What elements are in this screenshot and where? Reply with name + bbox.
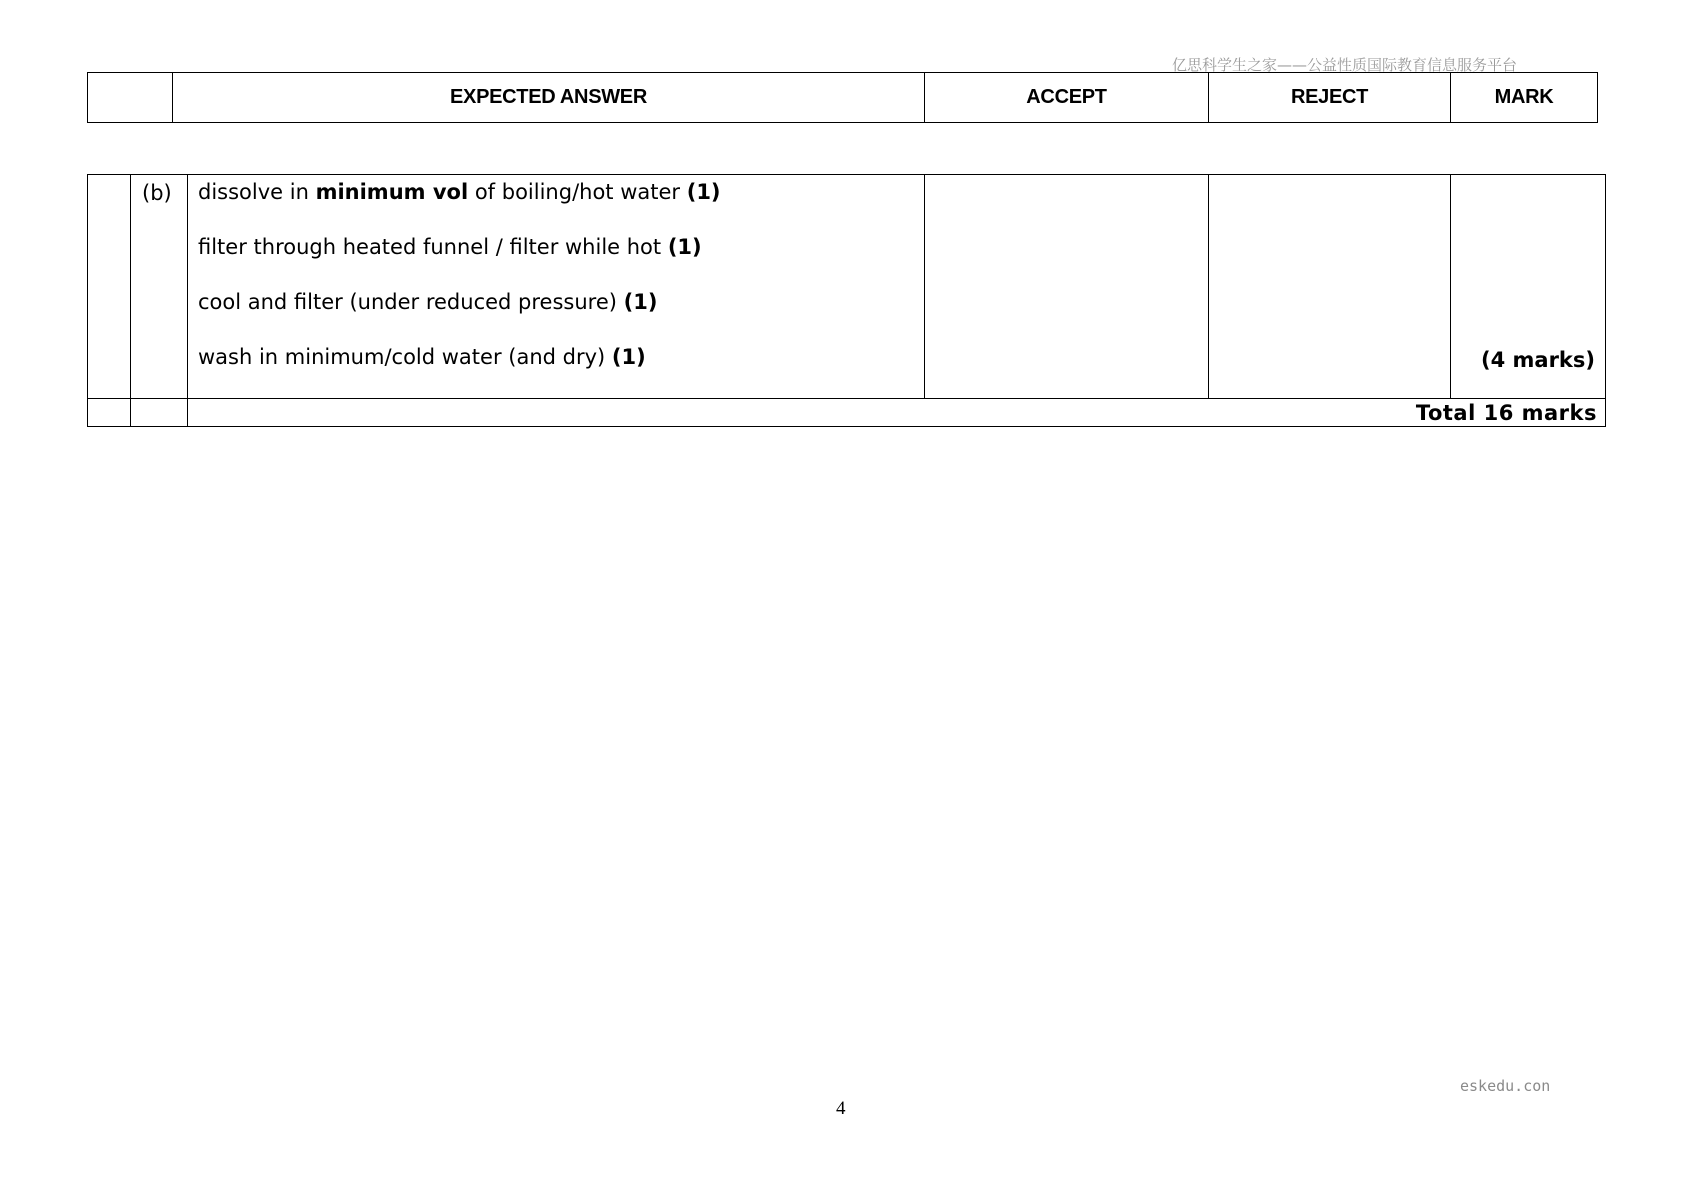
watermark-top: 亿思科学生之家——公益性质国际教育信息服务平台 [1172,56,1518,74]
answer-mark: (1) [667,235,702,259]
reject-cell [1209,175,1451,399]
answer-mark: (1) [623,290,658,314]
question-number-cell [88,175,131,399]
total-row [88,399,1606,427]
answer-table [87,174,1606,427]
header-blank-cell [88,73,173,123]
watermark-bottom: eskedu.con [1460,1077,1551,1095]
accept-cell [925,175,1209,399]
answer-line [198,288,914,343]
question-row [88,175,1606,399]
header-table [87,72,1598,123]
marks-cell: (4 marks) [1451,175,1606,399]
part-label: (b) [131,175,188,399]
expected-answer-cell [188,175,925,399]
answer-text: filter through heated funnel / filter while hot [198,235,668,259]
total-marks: Total 16 marks [188,399,1606,427]
page-number: 4 [836,1098,846,1119]
total-blank-cell [88,399,131,427]
header-reject: REJECT [1209,73,1451,123]
answer-text: cool and filter (under reduced pressure) [198,290,624,314]
total-blank-cell [131,399,188,427]
answer-mark: (1) [686,180,721,204]
answer-line [198,343,914,398]
answer-text: dissolve in [198,180,316,204]
header-accept: ACCEPT [925,73,1209,123]
answer-mark: (1) [611,345,646,369]
answer-line [198,233,914,288]
answer-text: of boiling/hot water [468,180,687,204]
header-row [88,73,1598,123]
answer-emphasis: minimum vol [315,180,469,204]
answer-line [198,178,914,233]
answer-text: wash in minimum/cold water (and dry) [198,345,612,369]
header-expected-answer: EXPECTED ANSWER [173,73,925,123]
header-mark: MARK [1451,73,1598,123]
